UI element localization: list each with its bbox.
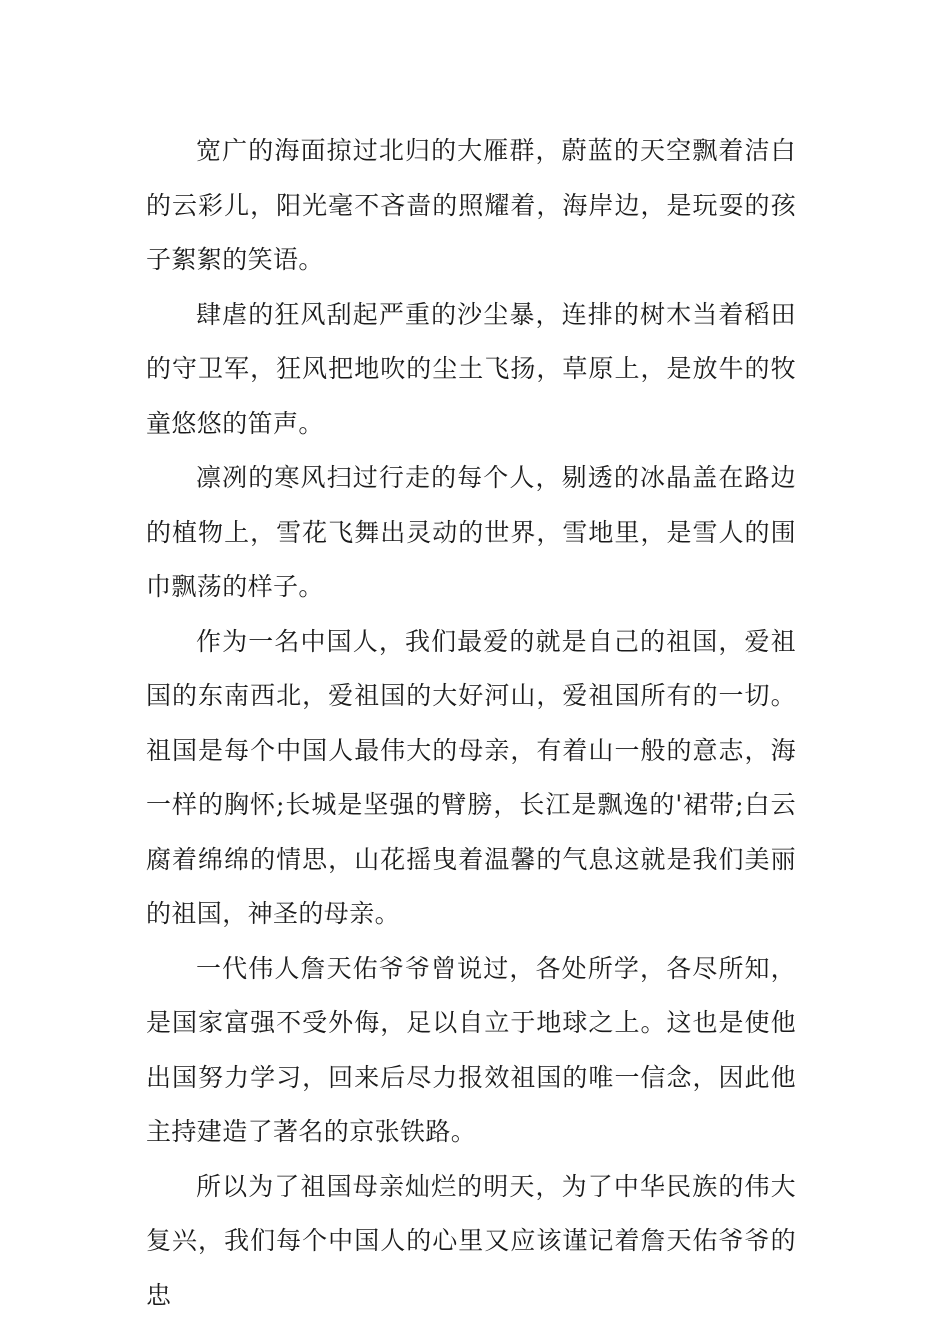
paragraph-motherland: 作为一名中国人，我们最爱的就是自己的祖国，爱祖国的东南西北，爱祖国的大好河山，爱祖国所有的一切。祖国是每个中国人最伟大的母亲，有着山一般的意志，海一样的胸怀;长城是坚强的臂膀，长江是飘逸的'裙带;白云腐着绵绵的情思，山花摇曳着温馨的气息这就是我们美丽的祖国，神圣的母亲。 <box>146 626 796 928</box>
paragraph-wind: 肆虐的狂风刮起严重的沙尘暴，连排的树木当着稻田的守卫军，狂风把地吹的尘土飞扬，草原上，是放牛的牧童悠悠的笛声。 <box>146 299 796 438</box>
paragraph-winter: 凛冽的寒风扫过行走的每个人，剔透的冰晶盖在路边的植物上，雪花飞舞出灵动的世界，雪地里，是雪人的围巾飘荡的样子。 <box>146 463 796 601</box>
paragraph-conclusion: 所以为了祖国母亲灿烂的明天，为了中华民族的伟大复兴，我们每个中国人的心里又应该谨记着詹天佑爷爷的忠 <box>146 1171 796 1310</box>
paragraph-sea: 宽广的海面掠过北归的大雁群，蔚蓝的天空飘着洁白的云彩儿，阳光毫不吝啬的照耀着，海岸边，是玩耍的孩子絮絮的笑语。 <box>146 136 796 274</box>
paragraph-zhan-tianyou: 一代伟人詹天佑爷爷曾说过，各处所学，各尽所知，是国家富强不受外侮，足以自立于地球之上。这也是使他出国努力学习，回来后尽力报效祖国的唯一信念，因此他主持建造了著名的京张铁路。 <box>146 953 796 1146</box>
document-body <box>146 124 796 1323</box>
